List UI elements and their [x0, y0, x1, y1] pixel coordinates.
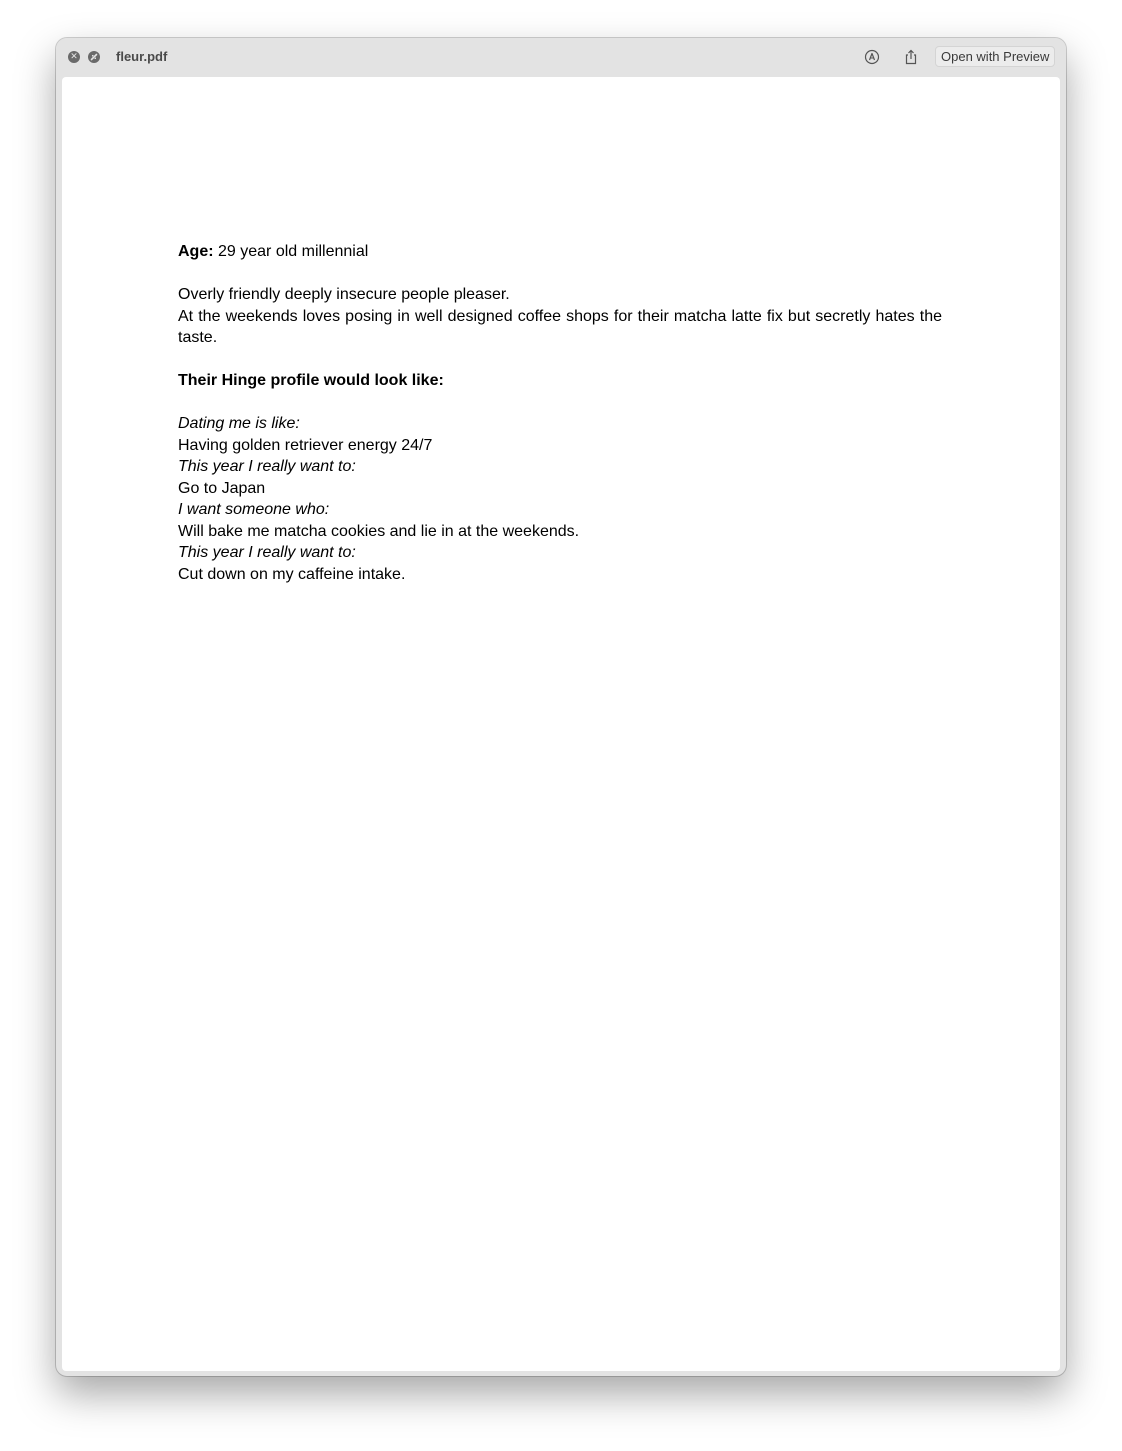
prompt-label: I want someone who:: [178, 501, 330, 518]
prompt-label: This year I really want to:: [178, 544, 356, 561]
quicklook-window: [56, 38, 1066, 1376]
fullscreen-icon[interactable]: [88, 51, 100, 63]
prompt-answer: Will bake me matcha cookies and lie in at the weekends.: [178, 522, 580, 540]
markup-pen-icon[interactable]: [863, 48, 881, 66]
prompt-answer: Having golden retriever energy 24/7: [178, 436, 433, 454]
description-line-1: Overly friendly deeply insecure people pleaser.: [178, 286, 510, 303]
profile-heading: Their Hinge profile would look like:: [178, 372, 444, 389]
pdf-page: [62, 77, 1060, 1371]
age-line: [178, 241, 942, 263]
close-icon[interactable]: ✕: [68, 51, 80, 63]
prompt-label: This year I really want to:: [178, 458, 356, 475]
prompt-label: Dating me is like:: [178, 415, 300, 432]
share-icon[interactable]: [902, 48, 920, 66]
description-line-2: At the weekends loves posing in well designed coffee shops for their matcha latte fix but secretly hates the taste.: [178, 307, 942, 346]
age-label: Age:: [178, 243, 214, 260]
window-title: fleur.pdf: [116, 49, 168, 64]
prompt-answer: Cut down on my caffeine intake.: [178, 565, 406, 583]
document-body: [178, 241, 942, 585]
prompt-answer: Go to Japan: [178, 479, 266, 497]
age-value: 29 year old millennial: [213, 243, 369, 260]
open-with-preview-button[interactable]: Open with Preview: [935, 46, 1055, 67]
title-bar: [56, 38, 1066, 76]
